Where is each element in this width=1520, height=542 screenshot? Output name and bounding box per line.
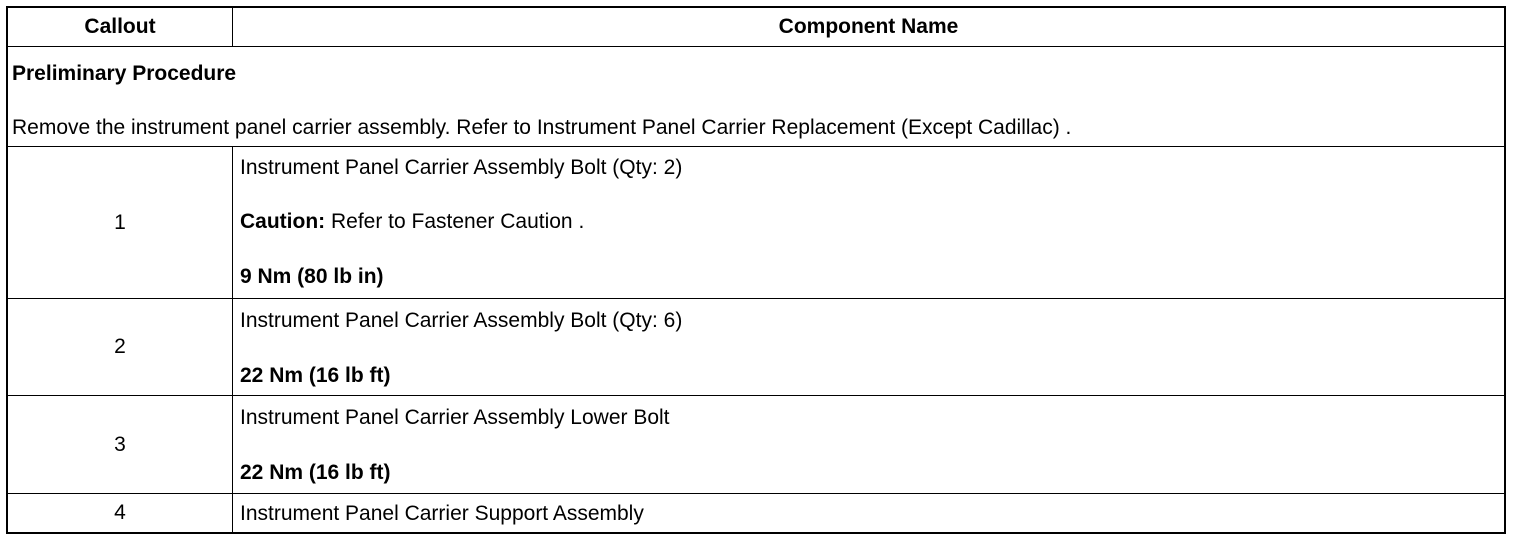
caution-label: Caution: xyxy=(240,210,326,233)
component-cell xyxy=(233,396,1504,493)
caution-text: Refer to Fastener Caution . xyxy=(325,210,585,233)
component-table xyxy=(6,6,1506,534)
component-name-header: Component Name xyxy=(778,15,959,38)
component-name: Instrument Panel Carrier Assembly Bolt (Qty: 2) xyxy=(240,156,683,179)
callout-header: Callout xyxy=(8,8,233,46)
caution-line xyxy=(240,210,584,234)
component-cell xyxy=(233,299,1504,395)
callout-cell: 2 xyxy=(8,299,233,395)
component-name: Instrument Panel Carrier Support Assembly xyxy=(240,502,644,525)
table-row xyxy=(8,396,1504,494)
component-name: Instrument Panel Carrier Assembly Bolt (Qty: 6) xyxy=(240,309,683,332)
callout-cell: 1 xyxy=(8,147,233,298)
preliminary-procedure-text: Remove the instrument panel carrier assembly. Refer to Instrument Panel Carrier Replacement (Except Cadillac) . xyxy=(12,116,1072,139)
torque-spec: 22 Nm (16 lb ft) xyxy=(240,364,391,387)
torque-spec: 9 Nm (80 lb in) xyxy=(240,265,384,288)
component-cell xyxy=(233,147,1504,298)
table-row xyxy=(8,147,1504,299)
component-name: Instrument Panel Carrier Assembly Lower Bolt xyxy=(240,406,670,429)
torque-spec: 22 Nm (16 lb ft) xyxy=(240,461,391,484)
table-header-row xyxy=(8,8,1504,47)
preliminary-procedure-title: Preliminary Procedure xyxy=(12,62,237,85)
table-row xyxy=(8,299,1504,396)
callout-cell: 4 xyxy=(8,494,233,532)
component-cell xyxy=(233,494,1504,532)
preliminary-procedure-row xyxy=(8,47,1504,147)
callout-cell: 3 xyxy=(8,396,233,493)
table-row xyxy=(8,494,1504,532)
